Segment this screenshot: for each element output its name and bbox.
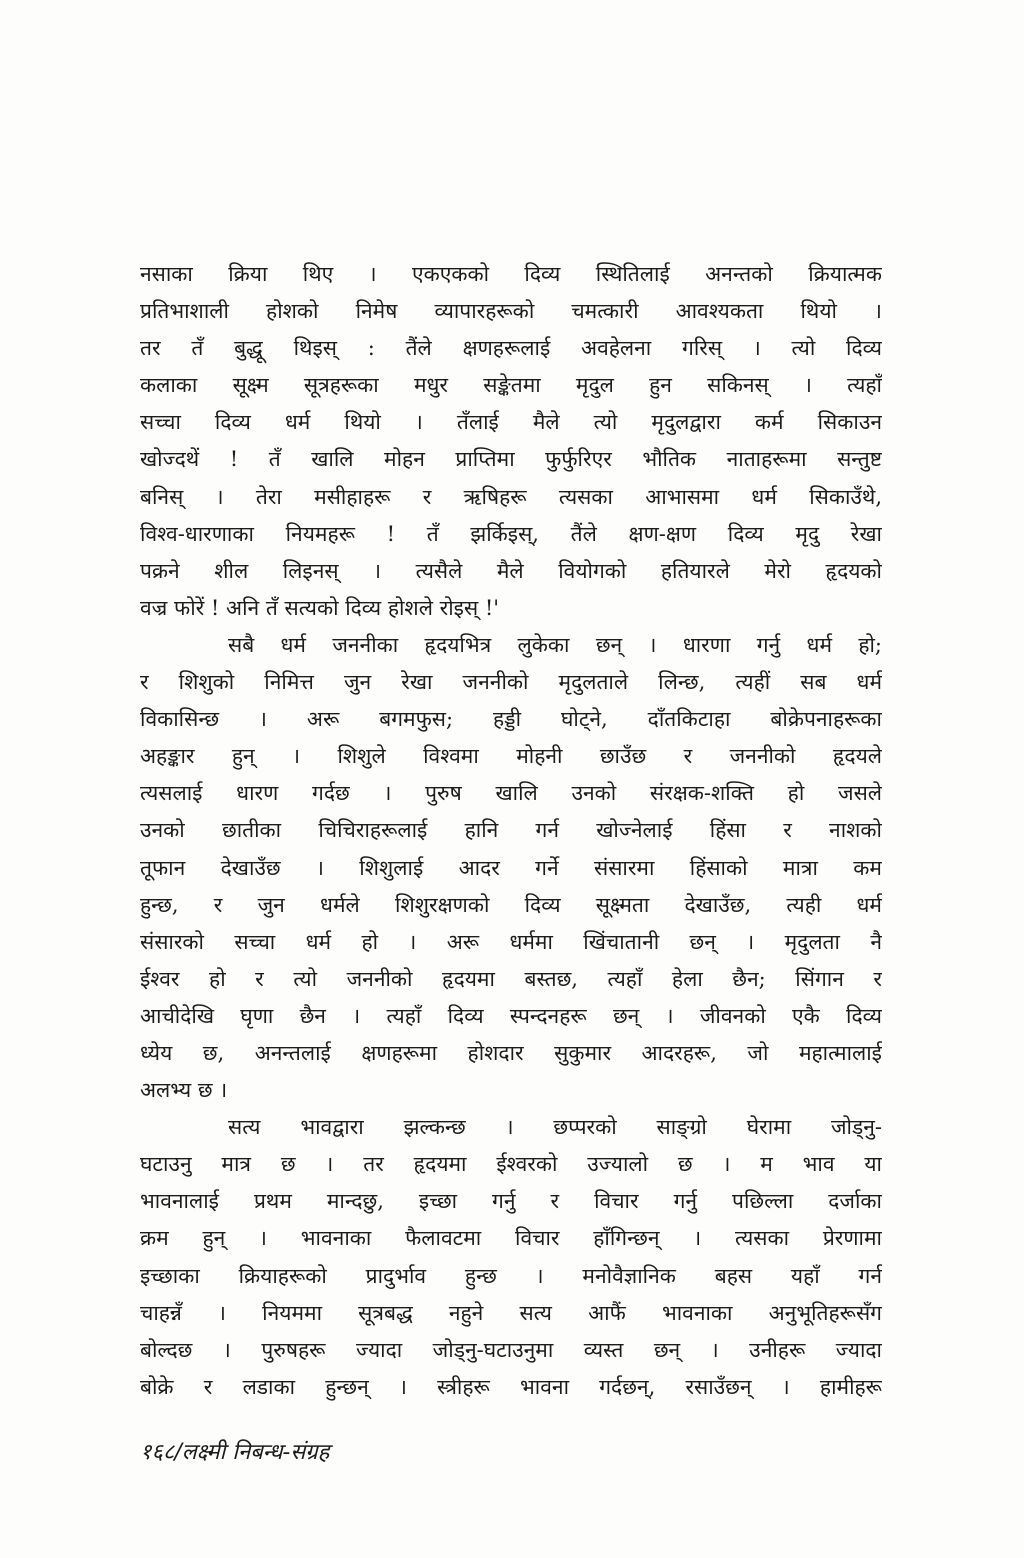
paragraph-3 xyxy=(140,1109,882,1406)
footer-separator: / xyxy=(174,1440,182,1465)
page-footer xyxy=(140,1436,329,1466)
text-line: इच्छाका क्रियाहरूको प्रादुर्भाव हुन्छ । मनोवैज्ञानिक बहस यहाँ गर्न xyxy=(140,1263,882,1288)
page-number: १६८ xyxy=(140,1440,175,1465)
text-line: विश्व-धारणाका नियमहरू ! तँ झर्किइस्, तैंले क्षण-क्षण दिव्य मृदु रेखा xyxy=(140,521,882,546)
paragraph-2 xyxy=(140,627,882,1109)
paragraph-1 xyxy=(140,256,882,627)
text-line: हुन्छ, र जुन धर्मले शिशुरक्षणको दिव्य सूक्ष्मता देखाउँछ, त्यही धर्म xyxy=(140,892,882,917)
text-line: नसाका क्रिया थिए । एकएकको दिव्य स्थितिलाई अनन्तको क्रियात्मक xyxy=(140,262,882,286)
text-line: बोक्रे र लडाका हुन्छन् । स्त्रीहरू भावना गर्दछन्, रसाउँछन् । हामीहरू xyxy=(140,1374,882,1399)
text-line: ईश्वर हो र त्यो जननीको हृदयमा बस्तछ, त्यहाँ हेला छैन; सिंगान र xyxy=(140,966,882,991)
text-line: कलाका सूक्ष्म सूत्रहरूका मधुर सङ्केतमा मृदुल हुन सकिनस् । त्यहाँ xyxy=(140,373,882,398)
text-line: क्रम हुन् । भावनाका फैलावटमा विचार हाँगिन्छन् । त्यसका प्रेरणामा xyxy=(140,1226,882,1251)
text-line: उनको छातीका चिचिराहरूलाई हानि गर्न खोज्नेलाई हिंसा र नाशको xyxy=(140,818,882,843)
text-line: ध्येय छ, अनन्तलाई क्षणहरूमा होशदार सुकुमार आदरहरू, जो महात्मालाई xyxy=(140,1040,882,1065)
text-line: पक्रने शील लिइनस् । त्यसैले मैले वियोगको हतियारले मेरो हृदयको xyxy=(140,558,882,583)
text-line: सबै धर्म जननीका हृदयभित्र लुकेका छन् । धारणा गर्नु धर्म हो; xyxy=(228,632,882,657)
text-line: खोज्दथें ! तँ खालि मोहन प्राप्तिमा फुर्फुरिएर भौतिक नाताहरूमा सन्तुष्ट xyxy=(140,447,882,472)
text-line: तर तँ बुद्धू थिइस् : तैंले क्षणहरूलाई अवहेलना गरिस् । त्यो दिव्य xyxy=(140,336,882,361)
text-line: बनिस् । तेरा मसीहाहरू र ऋषिहरू त्यसका आभासमा धर्म सिकाउँथे, xyxy=(140,484,882,509)
text-line: संसारको सच्चा धर्म हो । अरू धर्ममा खिंचातानी छन् । मृदुलता नै xyxy=(140,929,882,954)
text-line: तूफान देखाउँछ । शिशुलाई आदर गर्ने संसारमा हिंसाको मात्रा कम xyxy=(140,855,882,880)
text-line: अहङ्कार हुन् । शिशुले विश्वमा मोहनी छाउँछ र जननीको हृदयले xyxy=(140,744,882,769)
text-line: सच्चा दिव्य धर्म थियो । तँलाई मैले त्यो मृदुलद्वारा कर्म सिकाउन xyxy=(140,410,882,435)
text-line: अलभ्य छ । xyxy=(140,1078,228,1103)
text-line: र शिशुको निमित्त जुन रेखा जननीको मृदुलताले लिन्छ, त्यहीं सब धर्म xyxy=(140,670,882,695)
text-line: सत्य भावद्वारा झल्कन्छ । छप्परको साङ्ग्रो घेरामा जोड्नु- xyxy=(228,1115,882,1140)
text-line: भावनालाई प्रथम मान्दछु, इच्छा गर्नु र विचार गर्नु पछिल्ला दर्जाका xyxy=(140,1189,882,1214)
book-title: लक्ष्मी निबन्ध-संग्रह xyxy=(181,1440,330,1465)
text-line: घटाउनु मात्र छ । तर हृदयमा ईश्वरको उज्यालो छ । म भाव या xyxy=(140,1152,882,1177)
text-line: त्यसलाई धारण गर्दछ । पुरुष खालि उनको संरक्षक-शक्ति हो जसले xyxy=(140,781,882,806)
text-line: विकासिन्छ । अरू बगमफुस; हड्डी घोट्ने, दाँतकिटाहा बोक्रेपनाहरूका xyxy=(140,707,882,732)
text-line: प्रतिभाशाली होशको निमेष व्यापारहरूको चमत्कारी आवश्यकता थियो । xyxy=(140,299,882,324)
text-line: वज्र फोरें ! अनि तँ सत्यको दिव्य होशले रोइस् !' xyxy=(140,595,500,620)
text-line: बोल्दछ । पुरुषहरू ज्यादा जोड्नु-घटाउनुमा व्यस्त छन् । उनीहरू ज्यादा xyxy=(140,1337,882,1362)
text-line: चाहन्नँ । नियममा सूत्रबद्ध नहुने सत्य आफैं भावनाका अनुभूतिहरूसँग xyxy=(140,1300,882,1325)
body-text xyxy=(140,256,882,1406)
text-line: आचीदेखि घृणा छैन । त्यहाँ दिव्य स्पन्दनहरू छन् । जीवनको एकै दिव्य xyxy=(140,1003,882,1028)
